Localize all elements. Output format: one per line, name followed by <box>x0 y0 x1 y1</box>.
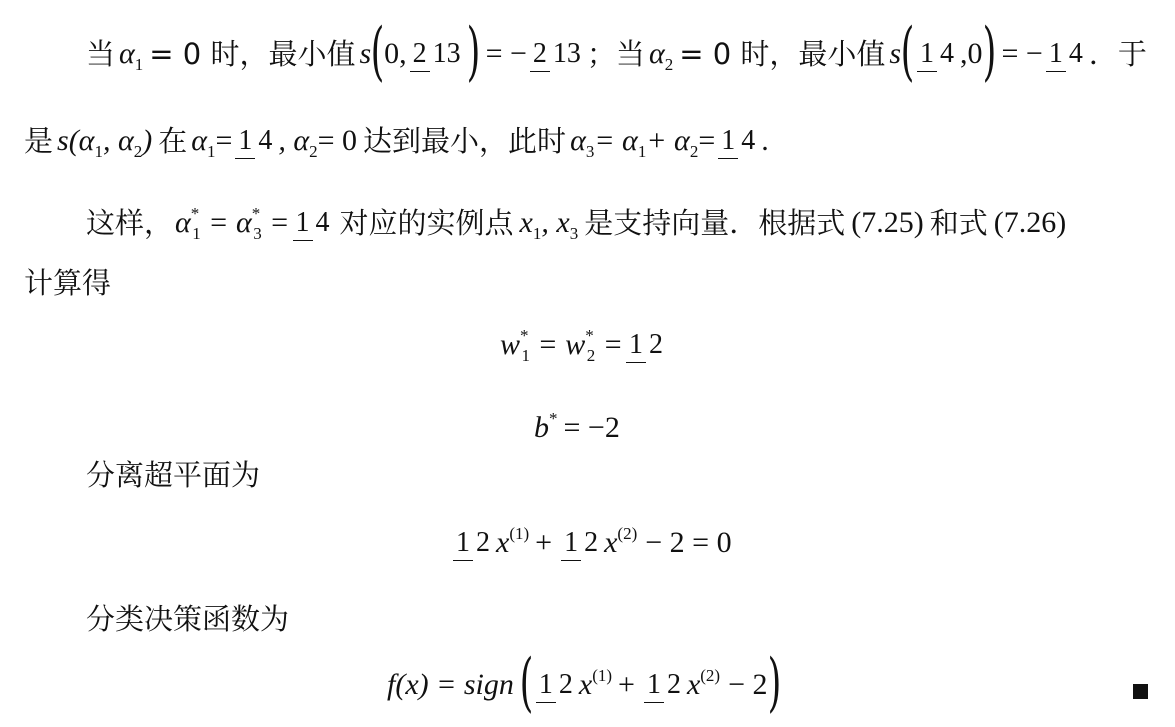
plus-b: + <box>618 668 635 701</box>
paragraph-line-3 <box>86 190 1066 256</box>
alpha-2: $\alpha_2$ <box>648 37 674 74</box>
paragraph-line-5: 分离超平面为 <box>86 457 261 492</box>
plane-tail: − 2 = 0 <box>645 526 732 559</box>
x-sup-2: $x^{(2)}$ <box>604 524 638 559</box>
text-support-vector: 是支持向量．根据式 <box>584 205 846 240</box>
text-min-value: = 0 时，最小值 <box>149 36 356 71</box>
s-var: s <box>359 37 372 70</box>
alpha-3: $\alpha_3$ <box>570 124 595 161</box>
alpha-star-eq: $\alpha^*_1 = \alpha^*_3$ = <box>175 204 290 243</box>
alpha-1: $\alpha_1$ <box>119 37 144 74</box>
equals-minus-2: = − <box>1001 37 1043 70</box>
fraction-half-2: 1 2 <box>561 529 601 557</box>
ref-7-26: (7.26) <box>993 206 1067 239</box>
left-paren-3: ( <box>519 646 534 720</box>
text-min-value-2: = 0 时，最小值 <box>679 36 886 71</box>
decision-lhs: f(x) = sign <box>387 668 514 701</box>
fraction-half-1: 1 2 <box>453 529 493 557</box>
w1-w2-star: $w^*_1 = w^*_2$ = <box>500 326 624 365</box>
fraction-1-4-c: 1 4 <box>718 127 758 155</box>
paragraph-line-6: 分类决策函数为 <box>86 601 290 636</box>
equation-hyperplane <box>450 505 732 581</box>
alpha-2-b: , $\alpha_2$ <box>278 124 318 161</box>
zero-comma: 0, <box>384 37 407 70</box>
comma-zero: ,0 <box>960 37 983 70</box>
text-he-shi: 和式 <box>929 205 988 240</box>
text-dang: 当 <box>86 36 116 71</box>
text-corresponding: 对应的实例点 <box>339 205 514 240</box>
left-paren: ( <box>370 15 385 89</box>
fraction-2-13: 2 13 <box>410 40 464 68</box>
text-zheyang: 这样， <box>86 205 174 240</box>
plus: + <box>535 526 553 559</box>
fraction-half-3: 1 2 <box>536 671 576 699</box>
right-paren-3: ) <box>767 646 781 720</box>
fraction-1-4-d: 1 4 <box>293 209 333 237</box>
x-sup-2-b: $x^{(2)}$ <box>686 666 721 701</box>
fraction-1-2: 1 2 <box>626 331 666 359</box>
text-zai: 在 <box>158 123 188 158</box>
text-yu: ．于 <box>1088 36 1147 71</box>
qed-square-icon <box>1133 684 1148 699</box>
fraction-half-4: 1 2 <box>644 671 684 699</box>
equals-minus: = − <box>485 37 527 70</box>
x-sup-1: $x^{(1)}$ <box>496 524 530 559</box>
equals-zero: = 0 <box>317 124 358 157</box>
text-reach-min: 达到最小，此时 <box>363 123 567 158</box>
b-star: b* <box>534 409 558 444</box>
equation-decision <box>387 643 780 727</box>
text-semicolon-dang: ；当 <box>586 36 645 71</box>
period: . <box>761 124 769 157</box>
x1-x3: $x_1$, $x_3$ <box>519 206 579 243</box>
s-alpha-expr: $s(\alpha_1$, $\alpha_2$) <box>57 124 153 161</box>
left-paren-2: ( <box>900 15 915 89</box>
text-shi: 是 <box>24 123 54 158</box>
decision-tail: − 2 <box>728 668 768 701</box>
s-var-2: s <box>889 37 902 70</box>
fraction-1-4-neg: 1 4 <box>1046 40 1086 68</box>
fraction-1-4: 1 4 <box>917 40 957 68</box>
alpha-1-c: = $\alpha_1$ <box>594 124 647 161</box>
equals-b: = <box>698 124 716 157</box>
alpha-2-c: + $\alpha_2$ <box>646 124 699 161</box>
ref-7-25: (7.25) <box>851 206 924 239</box>
paragraph-line-1 <box>86 14 1147 94</box>
paragraph-line-4: 计算得 <box>24 265 112 300</box>
alpha-1-b: $\alpha_1$ <box>191 124 216 161</box>
equation-b <box>534 408 620 448</box>
equals: = <box>215 124 233 157</box>
fraction-2-13-neg: 2 13 <box>530 40 584 68</box>
equation-w <box>500 310 669 380</box>
right-paren: ) <box>466 15 480 89</box>
right-paren-2: ) <box>982 15 996 89</box>
paragraph-line-2 <box>24 108 769 174</box>
x-sup-1-b: $x^{(1)}$ <box>578 666 613 701</box>
b-value: = −2 <box>563 411 620 444</box>
fraction-1-4-b: 1 4 <box>235 127 275 155</box>
